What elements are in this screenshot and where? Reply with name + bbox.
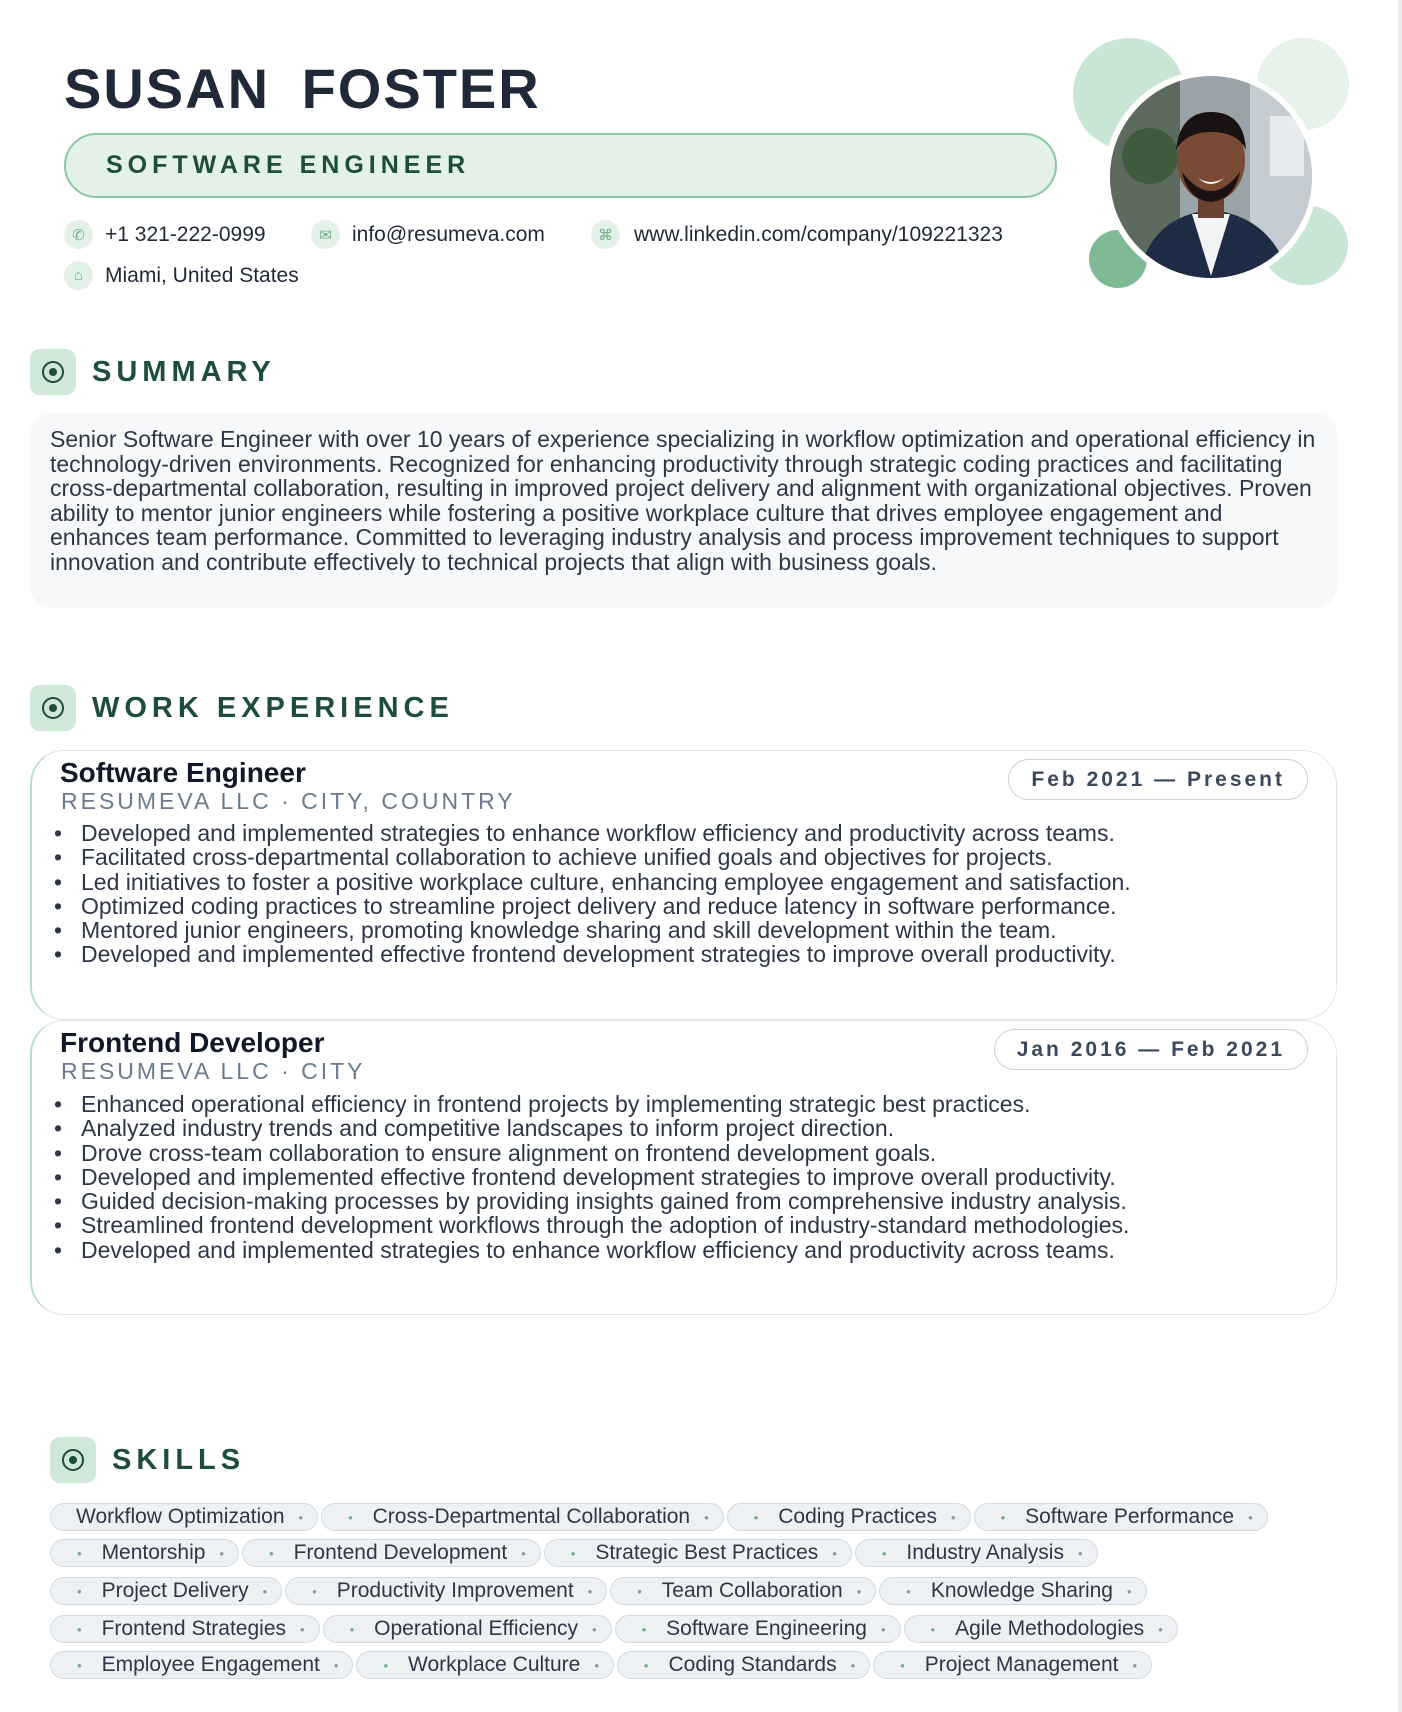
skills-row: [50, 1615, 1181, 1643]
skill-label: Project Delivery: [101, 1579, 249, 1602]
target-icon: [30, 685, 76, 731]
skill-tag: • Industry Analysis •: [855, 1539, 1098, 1567]
job-company: RESUMEVA LLC · CITY: [61, 1058, 366, 1084]
job-bullets: [54, 1092, 1129, 1262]
list-item: • Mentored junior engineers, promoting knowledge sharing and skill development within the team.: [54, 918, 1131, 942]
skill-label: Software Performance: [1025, 1505, 1235, 1528]
skill-label: Employee Engagement: [101, 1653, 320, 1676]
skill-tag: • Project Delivery •: [50, 1577, 282, 1605]
skill-tag: • Software Engineering •: [615, 1615, 901, 1643]
skill-tag: • Coding Standards •: [617, 1651, 870, 1679]
summary-heading: [30, 349, 276, 395]
job-bullets: [54, 821, 1131, 967]
skill-label: Coding Standards: [668, 1653, 837, 1676]
skill-tag: • Coding Practices •: [727, 1503, 971, 1531]
job-dates-badge: Feb 2021 — Present: [1008, 759, 1308, 800]
skill-label: Coding Practices: [778, 1505, 937, 1528]
list-item: • Drove cross-team collaboration to ensure alignment on frontend development goals.: [54, 1141, 1129, 1165]
skill-tag: • Team Collaboration •: [610, 1577, 876, 1605]
contact-email[interactable]: [311, 220, 545, 249]
list-item: • Optimized coding practices to streamline project delivery and reduce latency in software performance.: [54, 894, 1131, 918]
phone-icon: ✆: [64, 220, 93, 249]
skill-label: Agile Methodologies: [955, 1617, 1145, 1640]
skill-tag: • Frontend Development •: [242, 1539, 541, 1567]
skill-tag: • Mentorship •: [50, 1539, 239, 1567]
link-icon: ⌘: [591, 220, 620, 249]
job-company: RESUMEVA LLC · CITY, COUNTRY: [61, 788, 516, 814]
target-icon: [50, 1437, 96, 1483]
skill-tag: • Cross-Departmental Collaboration •: [321, 1503, 724, 1531]
skill-tag: • Strategic Best Practices •: [544, 1539, 852, 1567]
skill-label: Knowledge Sharing: [930, 1579, 1113, 1602]
skill-label: Frontend Strategies: [101, 1617, 286, 1640]
skill-label: Productivity Improvement: [336, 1579, 574, 1602]
job-position: Frontend Developer: [60, 1027, 325, 1058]
job-title-text: SOFTWARE ENGINEER: [106, 151, 471, 179]
experience-heading: [30, 685, 454, 731]
skill-label: Cross-Departmental Collaboration: [372, 1505, 691, 1528]
job-card: [30, 1020, 1337, 1315]
skill-tag: • Workplace Culture •: [356, 1651, 613, 1679]
skill-tag: • Agile Methodologies •: [904, 1615, 1178, 1643]
email-text: info@resumeva.com: [352, 222, 545, 246]
skill-tag: • Knowledge Sharing •: [879, 1577, 1146, 1605]
skills-heading: [50, 1437, 245, 1483]
skill-label: Strategic Best Practices: [595, 1541, 819, 1564]
summary-box: [30, 413, 1337, 608]
list-item: • Developed and implemented strategies to enhance workflow efficiency and productivity across teams.: [54, 1238, 1129, 1262]
list-item: • Streamlined frontend development workflows through the adoption of industry-standard methodologies.: [54, 1213, 1129, 1237]
list-item: • Developed and implemented effective frontend development strategies to improve overall productivity.: [54, 1165, 1129, 1189]
skill-label: Workplace Culture: [408, 1653, 581, 1676]
skills-row: [50, 1503, 1271, 1531]
list-item: • Enhanced operational efficiency in frontend projects by implementing strategic best practices.: [54, 1092, 1129, 1116]
skill-label: Mentorship: [101, 1541, 206, 1564]
phone-text: +1 321-222-0999: [105, 222, 266, 246]
skills-row: [50, 1651, 1155, 1679]
skill-label: Project Management: [924, 1653, 1119, 1676]
list-item: • Led initiatives to foster a positive workplace culture, enhancing employee engagement and satisfaction.: [54, 870, 1131, 894]
skill-tag: • Project Management •: [873, 1651, 1152, 1679]
skill-label: Workflow Optimization: [76, 1505, 285, 1528]
summary-title: SUMMARY: [92, 355, 276, 388]
list-item: • Developed and implemented strategies to enhance workflow efficiency and productivity across teams.: [54, 821, 1131, 845]
skill-label: Software Engineering: [666, 1617, 867, 1640]
skills-row: [50, 1577, 1150, 1605]
experience-title: WORK EXPERIENCE: [92, 691, 454, 724]
skills-row: [50, 1539, 1101, 1567]
skill-tag: Workflow Optimization •: [50, 1503, 318, 1531]
contact-location: [64, 261, 299, 290]
contact-linkedin[interactable]: [591, 220, 1003, 249]
skill-tag: • Productivity Improvement •: [285, 1577, 607, 1605]
contact-phone[interactable]: [64, 220, 266, 249]
home-icon: ⌂: [64, 261, 93, 290]
list-item: • Guided decision-making processes by providing insights gained from comprehensive industry analysis.: [54, 1189, 1129, 1213]
summary-text: Senior Software Engineer with over 10 years of experience specializing in workflow optimization and operational efficiency in technology-driven environments. Recognized for enhancing productivity through strategic coding practices and facilitating cross-departmental collaboration, resulting in improved project delivery and alignment with organizational objectives. Proven ability to mentor junior engineers while fostering a positive workplace culture that drives employee engagement and enhances team performance. Committed to leveraging industry analysis and process improvement techniques to support innovation and contribute effectively to technical projects that align with business goals.: [50, 426, 1316, 575]
envelope-icon: ✉: [311, 220, 340, 249]
job-card: [30, 750, 1337, 1020]
candidate-name: SUSAN FOSTER: [64, 57, 541, 120]
skill-tag: • Frontend Strategies •: [50, 1615, 320, 1643]
skills-title: SKILLS: [112, 1443, 246, 1476]
linkedin-text: www.linkedin.com/company/109221323: [634, 222, 1003, 246]
skill-label: Team Collaboration: [661, 1579, 843, 1602]
location-text: Miami, United States: [105, 263, 299, 287]
list-item: • Analyzed industry trends and competitive landscapes to inform project direction.: [54, 1116, 1129, 1140]
job-position: Software Engineer: [60, 757, 306, 788]
list-item: • Facilitated cross-departmental collaboration to achieve unified goals and objectives for projects.: [54, 845, 1131, 869]
job-title-banner: [64, 133, 1057, 198]
skill-label: Operational Efficiency: [374, 1617, 579, 1640]
list-item: • Developed and implemented effective frontend development strategies to improve overall productivity.: [54, 942, 1131, 966]
job-dates-badge: Jan 2016 — Feb 2021: [994, 1029, 1308, 1070]
skill-label: Industry Analysis: [906, 1541, 1064, 1564]
skill-tag: • Employee Engagement •: [50, 1651, 353, 1679]
profile-photo: [1110, 76, 1312, 278]
skill-tag: • Operational Efficiency •: [323, 1615, 612, 1643]
scrollbar[interactable]: [1398, 0, 1402, 1712]
skill-label: Frontend Development: [293, 1541, 508, 1564]
skill-tag: • Software Performance •: [974, 1503, 1268, 1531]
target-icon: [30, 349, 76, 395]
